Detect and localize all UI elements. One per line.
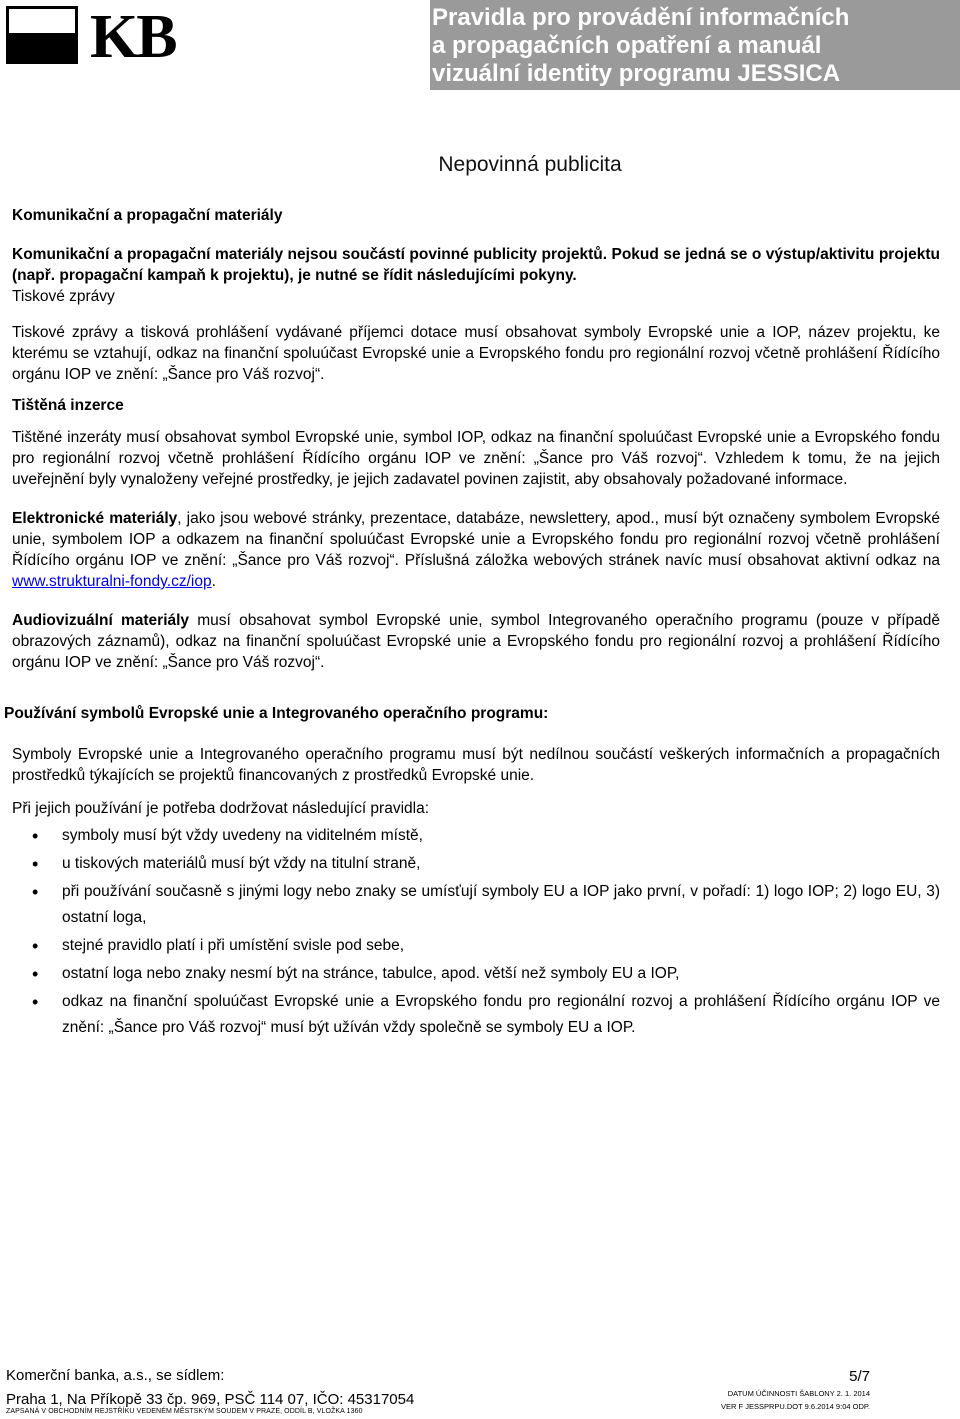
intro-text: Komunikační a propagační materiály nejsou součástí povinné publicity projektů. Pokud se jedná se o výstup/aktivitu projektu (např. propagační kampaň k projektu), je nutné se řídit následujícími pokyny. (12, 246, 940, 284)
press-heading: Tiskové zprávy (12, 288, 115, 305)
print-heading: Tištěná inzerce (12, 397, 124, 414)
title-line: a propagačních opatření a manuál (432, 32, 822, 59)
audiovisual-paragraph (12, 610, 940, 673)
press-text: Tiskové zprávy a tisková prohlášení vydávané příjemci dotace musí obsahovat symboly Evropské unie a IOP, název projektu, ke kterému se vztahují, odkaz na finanční spoluúčast Evropské unie a Evropského fondu pro regionální rozvoj včetně prohlášení Řídícího orgánu IOP ve znění: „Šance pro Váš rozvoj“. (12, 324, 940, 383)
title-line: vizuální identity programu JESSICA (432, 60, 841, 87)
footer-version: VER F JESSPRPU.DOT 9.6.2014 9:04 ODP. (721, 1402, 870, 1411)
print-text: Tištěné inzeráty musí obsahovat symbol Evropské unie, symbol IOP, odkaz na finanční spoluúčast Evropské unie a Evropského fondu pro regionální rozvoj včetně prohlášení Řídícího orgánu IOP ve znění: „Šance pro Váš rozvoj“. Vzhledem k tomu, že na jejich uveřejnění byly vynaloženy veřejné prostředky, je jejich zadavatel povinen zajistit, aby obsahovaly požadované informace. (12, 429, 940, 488)
logo (0, 0, 200, 71)
footer-line: Praha 1, Na Příkopě 33 čp. 969, PSČ 114 07, IČO: 45317054 (6, 1391, 415, 1408)
audiovisual-text: musí obsahovat symbol Evropské unie, symbol Integrovaného operačního programu (pouze v případě obrazových záznamů), odkaz na finanční spoluúčast Evropské unie a Evropského fondu pro regionální rozvoj a prohlášení Řídícího orgánu IOP ve znění: „Šance pro Váš rozvoj“. (12, 612, 940, 671)
logo-text: KB (90, 3, 176, 71)
footer-template-date: DATUM ÚČINNOSTI ŠABLONY 2. 1. 2014 (727, 1389, 870, 1398)
symbols-heading: Používání symbolů Evropské unie a Integrovaného operačního programu: (4, 705, 549, 722)
electronic-after: . (211, 573, 216, 590)
list-item: • symboly musí být vždy uvedeny na viditelném místě, (62, 823, 940, 849)
footer-company (6, 1364, 414, 1412)
section-title: Nepovinná publicita (438, 153, 622, 176)
kb-logo-mark-icon (6, 6, 78, 64)
intro-heading: Komunikační a propagační materiály (12, 207, 283, 224)
rules-list (12, 823, 940, 1041)
list-item: • při používání současně s jinými logy nebo znaky se umísťují symboly EU a IOP jako první, v pořadí: 1) logo IOP; 2) logo EU, 3) ostatní loga, (62, 879, 940, 931)
document-title (432, 4, 952, 88)
title-line: Pravidla pro provádění informačních (432, 4, 850, 31)
electronic-text: , jako jsou webové stránky, prezentace, databáze, newslettery, apod., musí být označeny symbolem Evropské unie, symbolem IOP a odkazem na finanční spoluúčast Evropské unie a Evropského fondu pro regionální rozvoj včetně prohlášení Řídícího orgánu IOP ve znění: „Šance pro Váš rozvoj“. Příslušná záložka webových stránek navíc musí obsahovat aktivní odkaz na (12, 510, 941, 569)
main-content (4, 205, 941, 1043)
strukturalni-fondy-link[interactable]: www.strukturalni-fondy.cz/iop (12, 573, 212, 590)
footer-registry: ZAPSANÁ V OBCHODNÍM REJSTŘÍKU VEDENÉM MĚSTSKÝM SOUDEM V PRAZE, ODDÍL B, VLOŽKA 1360 (6, 1408, 363, 1415)
list-item: • odkaz na finanční spoluúčast Evropské unie a Evropského fondu pro regionální rozvoj a prohlášení Řídícího orgánu IOP ve znění: „Šance pro Váš rozvoj“ musí být užíván vždy společně se symboly EU a IOP. (62, 989, 940, 1041)
list-item: • ostatní loga nebo znaky nesmí být na stránce, tabulce, apod. větší než symboly EU a IOP, (62, 961, 940, 987)
electronic-paragraph (12, 508, 940, 592)
electronic-lead: Elektronické materiály (12, 510, 178, 527)
footer-line: Komerční banka, a.s., se sídlem: (6, 1367, 225, 1384)
rules-intro: Při jejich používání je potřeba dodržovat následující pravidla: (12, 800, 430, 817)
audiovisual-lead: Audiovizuální materiály (12, 612, 190, 629)
list-item: • stejné pravidlo platí i při umístění svisle pod sebe, (62, 933, 940, 959)
page-number: 5/7 (849, 1368, 870, 1385)
symbols-text: Symboly Evropské unie a Integrovaného operačního programu musí být nedílnou součástí veškerých informačních a propagačních prostředků týkajících se projektů financovaných z prostředků Evropské unie. (12, 746, 940, 784)
list-item: • u tiskových materiálů musí být vždy na titulní straně, (62, 851, 940, 877)
